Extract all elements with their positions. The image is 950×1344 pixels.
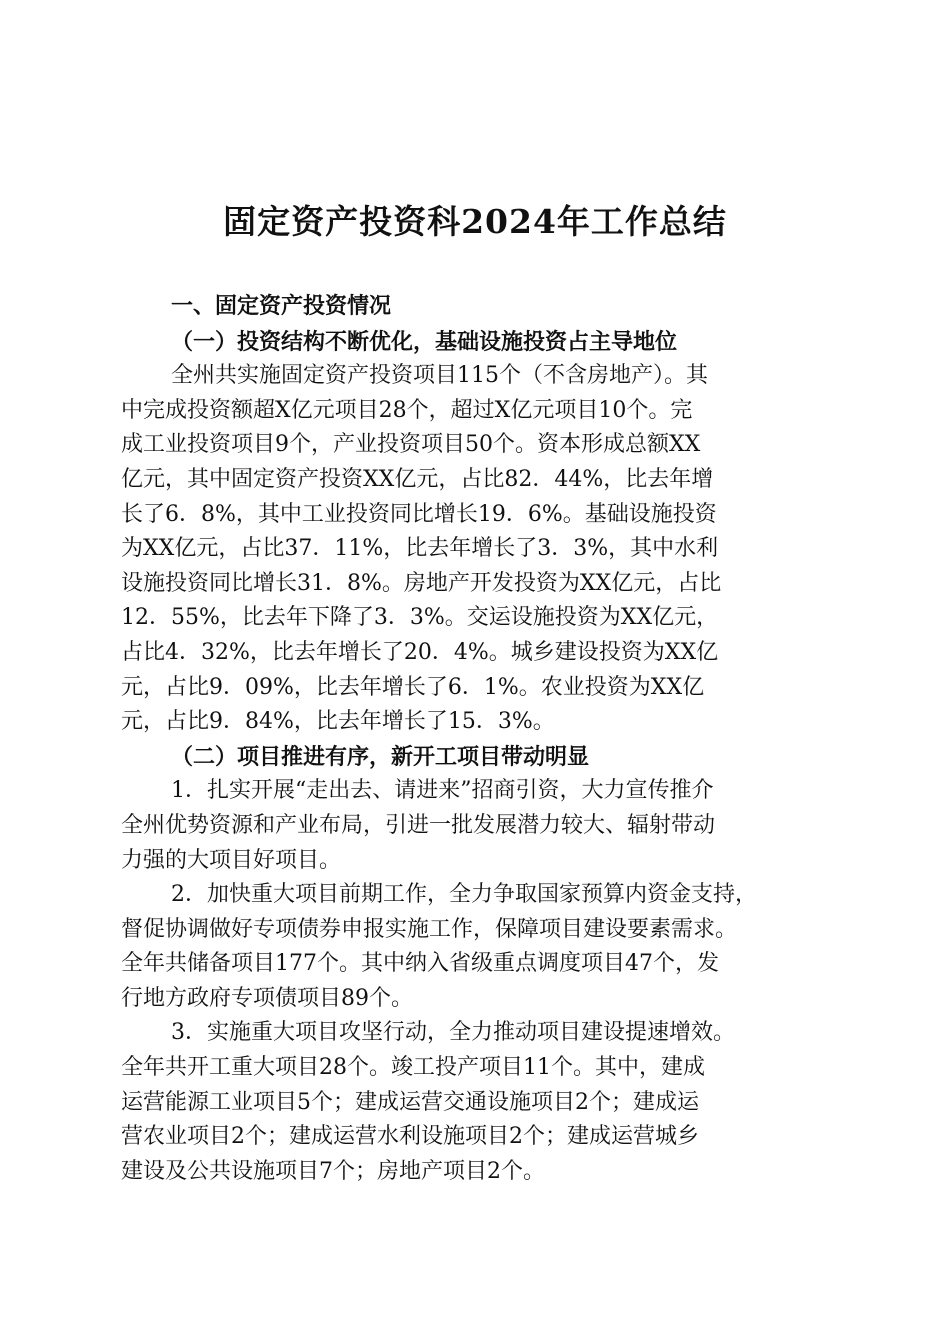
paragraph-line: 占比4．32%，比去年增长了20．4%。城乡建设投资为XX亿 [121,639,719,665]
paragraph-line: 3．实施重大项目攻坚行动，全力推动项目建设提速增效。 [171,1020,735,1046]
paragraph-line: 全年共储备项目177个。其中纳入省级重点调度项目47个，发 [121,951,719,977]
paragraph-line: 2．加快重大项目前期工作，全力争取国家预算内资金支持， [171,882,757,908]
document-title: 固定资产投资科2024年工作总结 [223,202,727,241]
paragraph-line: 12．55%，比去年下降了3．3%。交运设施投资为XX亿元， [121,605,719,631]
subsection-heading-1: （一）投资结构不断优化，基础设施投资占主导地位 [171,328,678,355]
paragraph-line: 长了6．8%，其中工业投资同比增长19．6%。基础设施投资 [121,501,717,527]
paragraph-line: 中完成投资额超X亿元项目28个，超过X亿元项目10个。完 [121,397,693,423]
paragraph-line: 全州共实施固定资产投资项目115个（不含房地产）。其 [171,363,708,389]
section-heading-1: 一、固定资产投资情况 [171,294,392,319]
document-body [121,290,829,1189]
paragraph-line: 建设及公共设施项目7个；房地产项目2个。 [121,1158,545,1184]
paragraph-line: 1．扎实开展“走出去、请进来”招商引资，大力宣传推介 [171,778,714,804]
paragraph-line: 亿元，其中固定资产投资XX亿元，占比82．44%，比去年增 [121,466,714,492]
paragraph-line: 为XX亿元，占比37．11%，比去年增长了3．3%，其中水利 [121,536,719,562]
paragraph-line: 全州优势资源和产业布局，引进一批发展潜力较大、辐射带动 [121,812,716,838]
paragraph-line: 全年共开工重大项目28个。竣工投产项目11个。其中，建成 [121,1055,705,1081]
paragraph-line: 行地方政府专项债项目89个。 [121,985,413,1011]
paragraph-line: 设施投资同比增长31．8%。房地产开发投资为XX亿元，占比 [121,570,722,596]
paragraph-line: 营农业项目2个；建成运营水利设施项目2个；建成运营城乡 [121,1124,699,1150]
paragraph-line: 成工业投资项目9个，产业投资项目50个。资本形成总额XX [121,432,701,458]
subsection-heading-2: （二）项目推进有序，新开工项目带动明显 [171,743,590,770]
paragraph-line: 元，占比9．84%，比去年增长了15．3%。 [121,709,555,735]
paragraph-line: 督促协调做好专项债券申报实施工作，保障项目建设要素需求。 [121,916,738,942]
paragraph-line: 力强的大项目好项目。 [121,847,342,873]
paragraph-line: 元，占比9．09%，比去年增长了6．1%。农业投资为XX亿 [121,674,705,700]
paragraph-line: 运营能源工业项目5个；建成运营交通设施项目2个；建成运 [121,1089,699,1115]
